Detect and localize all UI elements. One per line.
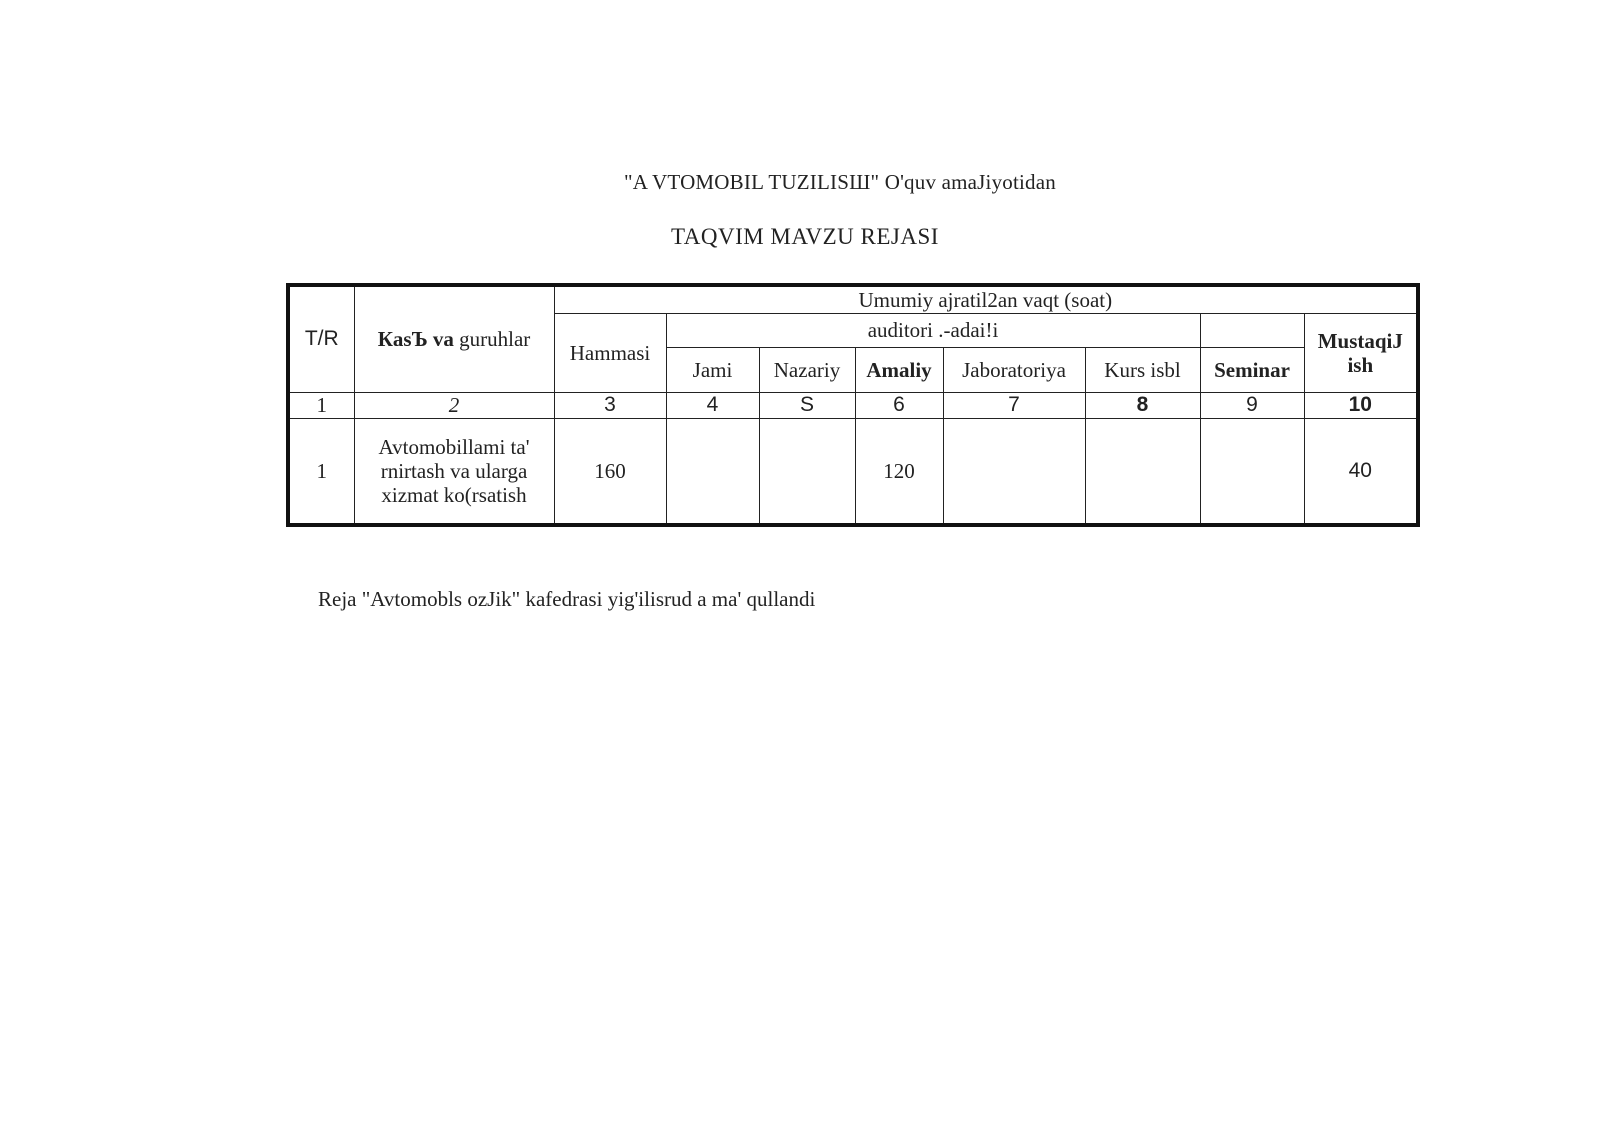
group-header-time: Umumiy ajratil2an vaqt (soat): [554, 285, 1418, 314]
col-header-hammasi: Hammasi: [554, 314, 666, 393]
col-header-jami: Jami: [666, 348, 759, 393]
table-row: [288, 419, 1418, 526]
document-title: TAQVIM MAVZU REJASI: [671, 224, 939, 249]
header-row-1: [288, 285, 1418, 314]
column-number: 2: [354, 393, 554, 419]
col-header-amaliy: Amaliy: [855, 348, 943, 393]
col-header-mustaqil: MustaqiJ ish: [1304, 314, 1418, 393]
cell-nazariy: [759, 419, 855, 526]
cell-kasb: Avtomobillami ta' rnirtash va ularga xizmat ko(rsatish: [354, 419, 554, 526]
document-subtitle: "A VTOMOBIL TUZILISШ" O'quv amaJiyotidan: [624, 170, 1056, 194]
cell-jaboratoriya: [943, 419, 1085, 526]
column-number: 1: [288, 393, 354, 419]
col-header-kasb-bold: КasЪ va: [377, 327, 454, 352]
column-number: 6: [855, 393, 943, 419]
col-header-tr: T/R: [288, 285, 354, 393]
cell-tr: 1: [288, 419, 354, 526]
cell-hammasi: 160: [554, 419, 666, 526]
column-number: 10: [1304, 393, 1418, 419]
cell-amaliy: 120: [855, 419, 943, 526]
col-header-kasb-rest: guruhlar: [453, 327, 531, 352]
approval-note: Reja "Avtomobls ozJik" kafedrasi yig'ilisrud a ma' qullandi: [318, 587, 816, 611]
col-header-nazariy: Nazariy: [759, 348, 855, 393]
cell-seminar: [1200, 419, 1304, 526]
column-number: 8: [1085, 393, 1200, 419]
column-number: 3: [554, 393, 666, 419]
column-number-row: [288, 393, 1418, 419]
cell-mustaqil: 40: [1304, 419, 1418, 526]
column-number: S: [759, 393, 855, 419]
plan-table: [286, 283, 1420, 527]
column-number: 7: [943, 393, 1085, 419]
col-header-seminar: Seminar: [1200, 348, 1304, 393]
cell-jami: [666, 419, 759, 526]
cell-kurs: [1085, 419, 1200, 526]
group-header-empty: [1200, 314, 1304, 348]
col-header-kasb: [354, 285, 554, 393]
group-header-auditori: auditori .-adai!i: [666, 314, 1200, 348]
col-header-jaboratoriya: Jaboratoriya: [943, 348, 1085, 393]
column-number: 9: [1200, 393, 1304, 419]
column-number: 4: [666, 393, 759, 419]
col-header-kurs: Kurs isbl: [1085, 348, 1200, 393]
